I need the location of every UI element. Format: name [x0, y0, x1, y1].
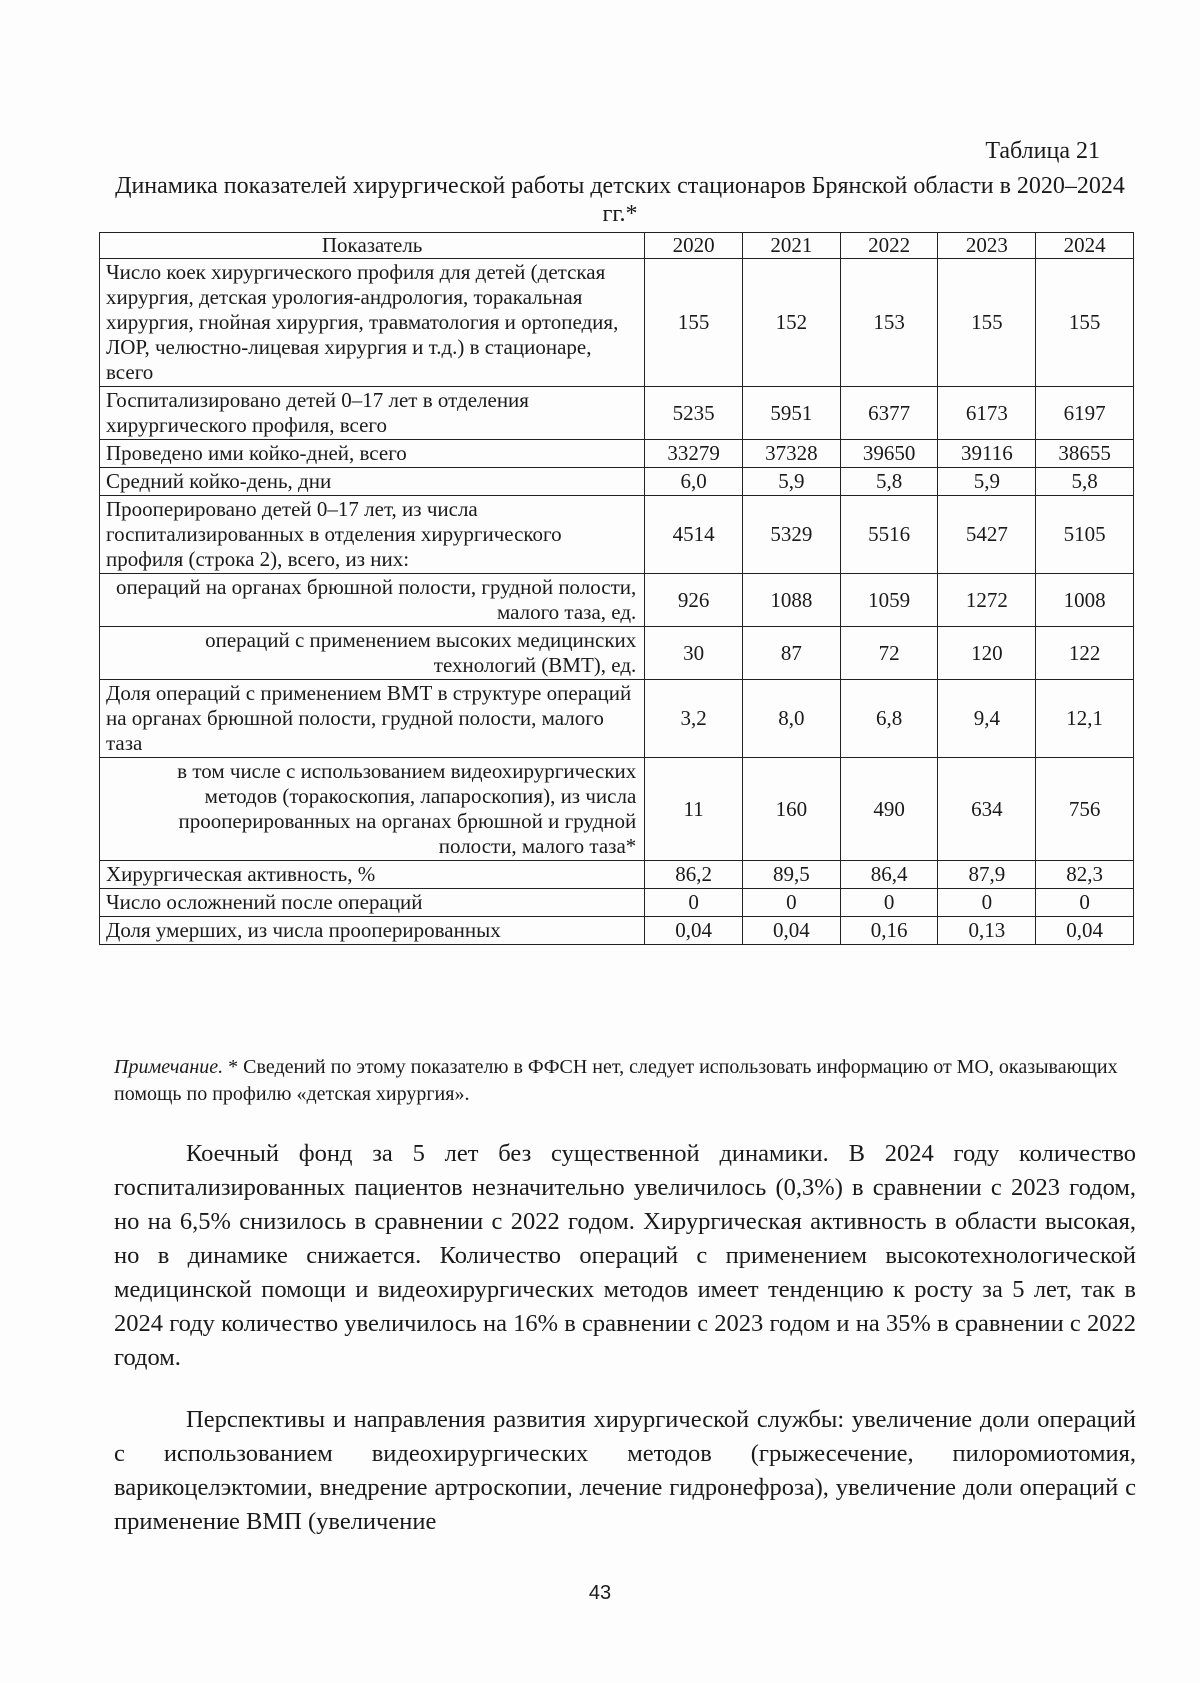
row-label: Прооперировано детей 0–17 лет, из числа госпитализированных в отделения хирургического профиля (строка 2), всего, из них:	[100, 496, 645, 574]
paragraph-text: Перспективы и направления развития хирургической службы: увеличение доли операций с использованием видеохирургических методов (грыжесечение, пилоромиотомия, варикоцелэктомии, внедрение артроскопии, лечение гидронефроза), увеличение доли операций с применение ВМП (увеличение	[114, 1406, 1136, 1535]
cell-value: 8,0	[743, 680, 841, 758]
cell-value: 89,5	[743, 861, 841, 889]
cell-value: 490	[840, 758, 938, 861]
row-label: Число коек хирургического профиля для детей (детская хирургия, детская урология-андрология, торакальная хирургия, гнойная хирургия, травматология и ортопедия, ЛОР, челюстно-лицевая хирургия и т.д.) в стационаре, всего	[100, 259, 645, 387]
table-row	[100, 440, 1134, 468]
cell-value: 87	[743, 627, 841, 680]
cell-value: 155	[938, 259, 1036, 387]
cell-value: 30	[645, 627, 743, 680]
cell-value: 5,9	[743, 468, 841, 496]
cell-value: 926	[645, 574, 743, 627]
table-note	[114, 1054, 1136, 1108]
table-row	[100, 758, 1134, 861]
cell-value: 38655	[1036, 440, 1134, 468]
cell-value: 39650	[840, 440, 938, 468]
header-year: 2020	[645, 233, 743, 259]
table-row	[100, 889, 1134, 917]
cell-value: 120	[938, 627, 1036, 680]
cell-value: 6173	[938, 387, 1036, 440]
row-label: Доля умерших, из числа прооперированных	[100, 917, 645, 945]
cell-value: 122	[1036, 627, 1134, 680]
cell-value: 1088	[743, 574, 841, 627]
cell-value: 0	[743, 889, 841, 917]
cell-value: 5,9	[938, 468, 1036, 496]
cell-value: 5235	[645, 387, 743, 440]
cell-value: 152	[743, 259, 841, 387]
cell-value: 160	[743, 758, 841, 861]
row-label: операций на органах брюшной полости, грудной полости, малого таза, ед.	[100, 574, 645, 627]
cell-value: 39116	[938, 440, 1036, 468]
data-table	[99, 232, 1134, 945]
cell-value: 634	[938, 758, 1036, 861]
table-row	[100, 496, 1134, 574]
row-label: Госпитализировано детей 0–17 лет в отделения хирургического профиля, всего	[100, 387, 645, 440]
cell-value: 9,4	[938, 680, 1036, 758]
cell-value: 82,3	[1036, 861, 1134, 889]
header-year: 2024	[1036, 233, 1134, 259]
cell-value: 37328	[743, 440, 841, 468]
row-label: Проведено ими койко-дней, всего	[100, 440, 645, 468]
table-row	[100, 917, 1134, 945]
row-label: Число осложнений после операций	[100, 889, 645, 917]
paragraph-text: Коечный фонд за 5 лет без существенной динамики. В 2024 году количество госпитализированных пациентов незначительно увеличилось (0,3%) в сравнении с 2023 годом, но на 6,5% снизилось в сравнении с 2022 годом. Хирургическая активность в области высокая, но в динамике снижается. Количество операций с применением высокотехнологической медицинской помощи и видеохирургических методов имеет тенденцию к росту за 5 лет, так в 2024 году количество увеличилось на 16% в сравнении с 2023 годом и на 35% в сравнении с 2022 годом.	[114, 1140, 1136, 1371]
cell-value: 0,04	[1036, 917, 1134, 945]
table-row	[100, 574, 1134, 627]
cell-value: 6,8	[840, 680, 938, 758]
header-year: 2022	[840, 233, 938, 259]
cell-value: 0	[1036, 889, 1134, 917]
cell-value: 153	[840, 259, 938, 387]
row-label: в том числе с использованием видеохирургических методов (торакоскопия, лапароскопия), из числа прооперированных на органах брюшной и грудной полости, малого таза*	[100, 758, 645, 861]
cell-value: 0,16	[840, 917, 938, 945]
table-row	[100, 680, 1134, 758]
cell-value: 86,2	[645, 861, 743, 889]
header-year: 2021	[743, 233, 841, 259]
row-label: операций с применением высоких медицинских технологий (ВМТ), ед.	[100, 627, 645, 680]
body-paragraph	[114, 1403, 1136, 1539]
row-label: Хирургическая активность, %	[100, 861, 645, 889]
cell-value: 1059	[840, 574, 938, 627]
cell-value: 86,4	[840, 861, 938, 889]
table-row	[100, 627, 1134, 680]
cell-value: 6197	[1036, 387, 1134, 440]
row-label: Средний койко-день, дни	[100, 468, 645, 496]
table-row	[100, 468, 1134, 496]
cell-value: 0	[645, 889, 743, 917]
cell-value: 5,8	[1036, 468, 1134, 496]
cell-value: 0,04	[645, 917, 743, 945]
cell-value: 155	[1036, 259, 1134, 387]
row-label: Доля операций с применением ВМТ в структуре операций на органах брюшной полости, грудной полости, малого таза	[100, 680, 645, 758]
cell-value: 0,04	[743, 917, 841, 945]
cell-value: 0	[840, 889, 938, 917]
cell-value: 0	[938, 889, 1036, 917]
table-row	[100, 861, 1134, 889]
table-row	[100, 387, 1134, 440]
cell-value: 5427	[938, 496, 1036, 574]
cell-value: 1008	[1036, 574, 1134, 627]
note-label: Примечание.	[114, 1056, 224, 1078]
cell-value: 3,2	[645, 680, 743, 758]
body-paragraph	[114, 1137, 1136, 1375]
table-header-row	[100, 233, 1134, 259]
cell-value: 72	[840, 627, 938, 680]
table-row	[100, 259, 1134, 387]
cell-value: 4514	[645, 496, 743, 574]
cell-value: 0,13	[938, 917, 1036, 945]
cell-value: 5105	[1036, 496, 1134, 574]
note-text: * Сведений по этому показателю в ФФСН нет, следует использовать информацию от МО, оказывающих помощь по профилю «детская хирургия».	[114, 1056, 1118, 1105]
cell-value: 33279	[645, 440, 743, 468]
page-number: 43	[588, 1582, 612, 1604]
cell-value: 5,8	[840, 468, 938, 496]
header-indicator: Показатель	[100, 233, 645, 259]
cell-value: 5329	[743, 496, 841, 574]
cell-value: 5951	[743, 387, 841, 440]
cell-value: 1272	[938, 574, 1036, 627]
cell-value: 12,1	[1036, 680, 1134, 758]
cell-value: 756	[1036, 758, 1134, 861]
cell-value: 6377	[840, 387, 938, 440]
cell-value: 6,0	[645, 468, 743, 496]
header-year: 2023	[938, 233, 1036, 259]
cell-value: 155	[645, 259, 743, 387]
cell-value: 11	[645, 758, 743, 861]
cell-value: 87,9	[938, 861, 1036, 889]
table-number: Таблица 21	[985, 138, 1100, 164]
table-title: Динамика показателей хирургической работы детских стационаров Брянской области в 2020–2024 гг.*	[115, 173, 1125, 227]
cell-value: 5516	[840, 496, 938, 574]
